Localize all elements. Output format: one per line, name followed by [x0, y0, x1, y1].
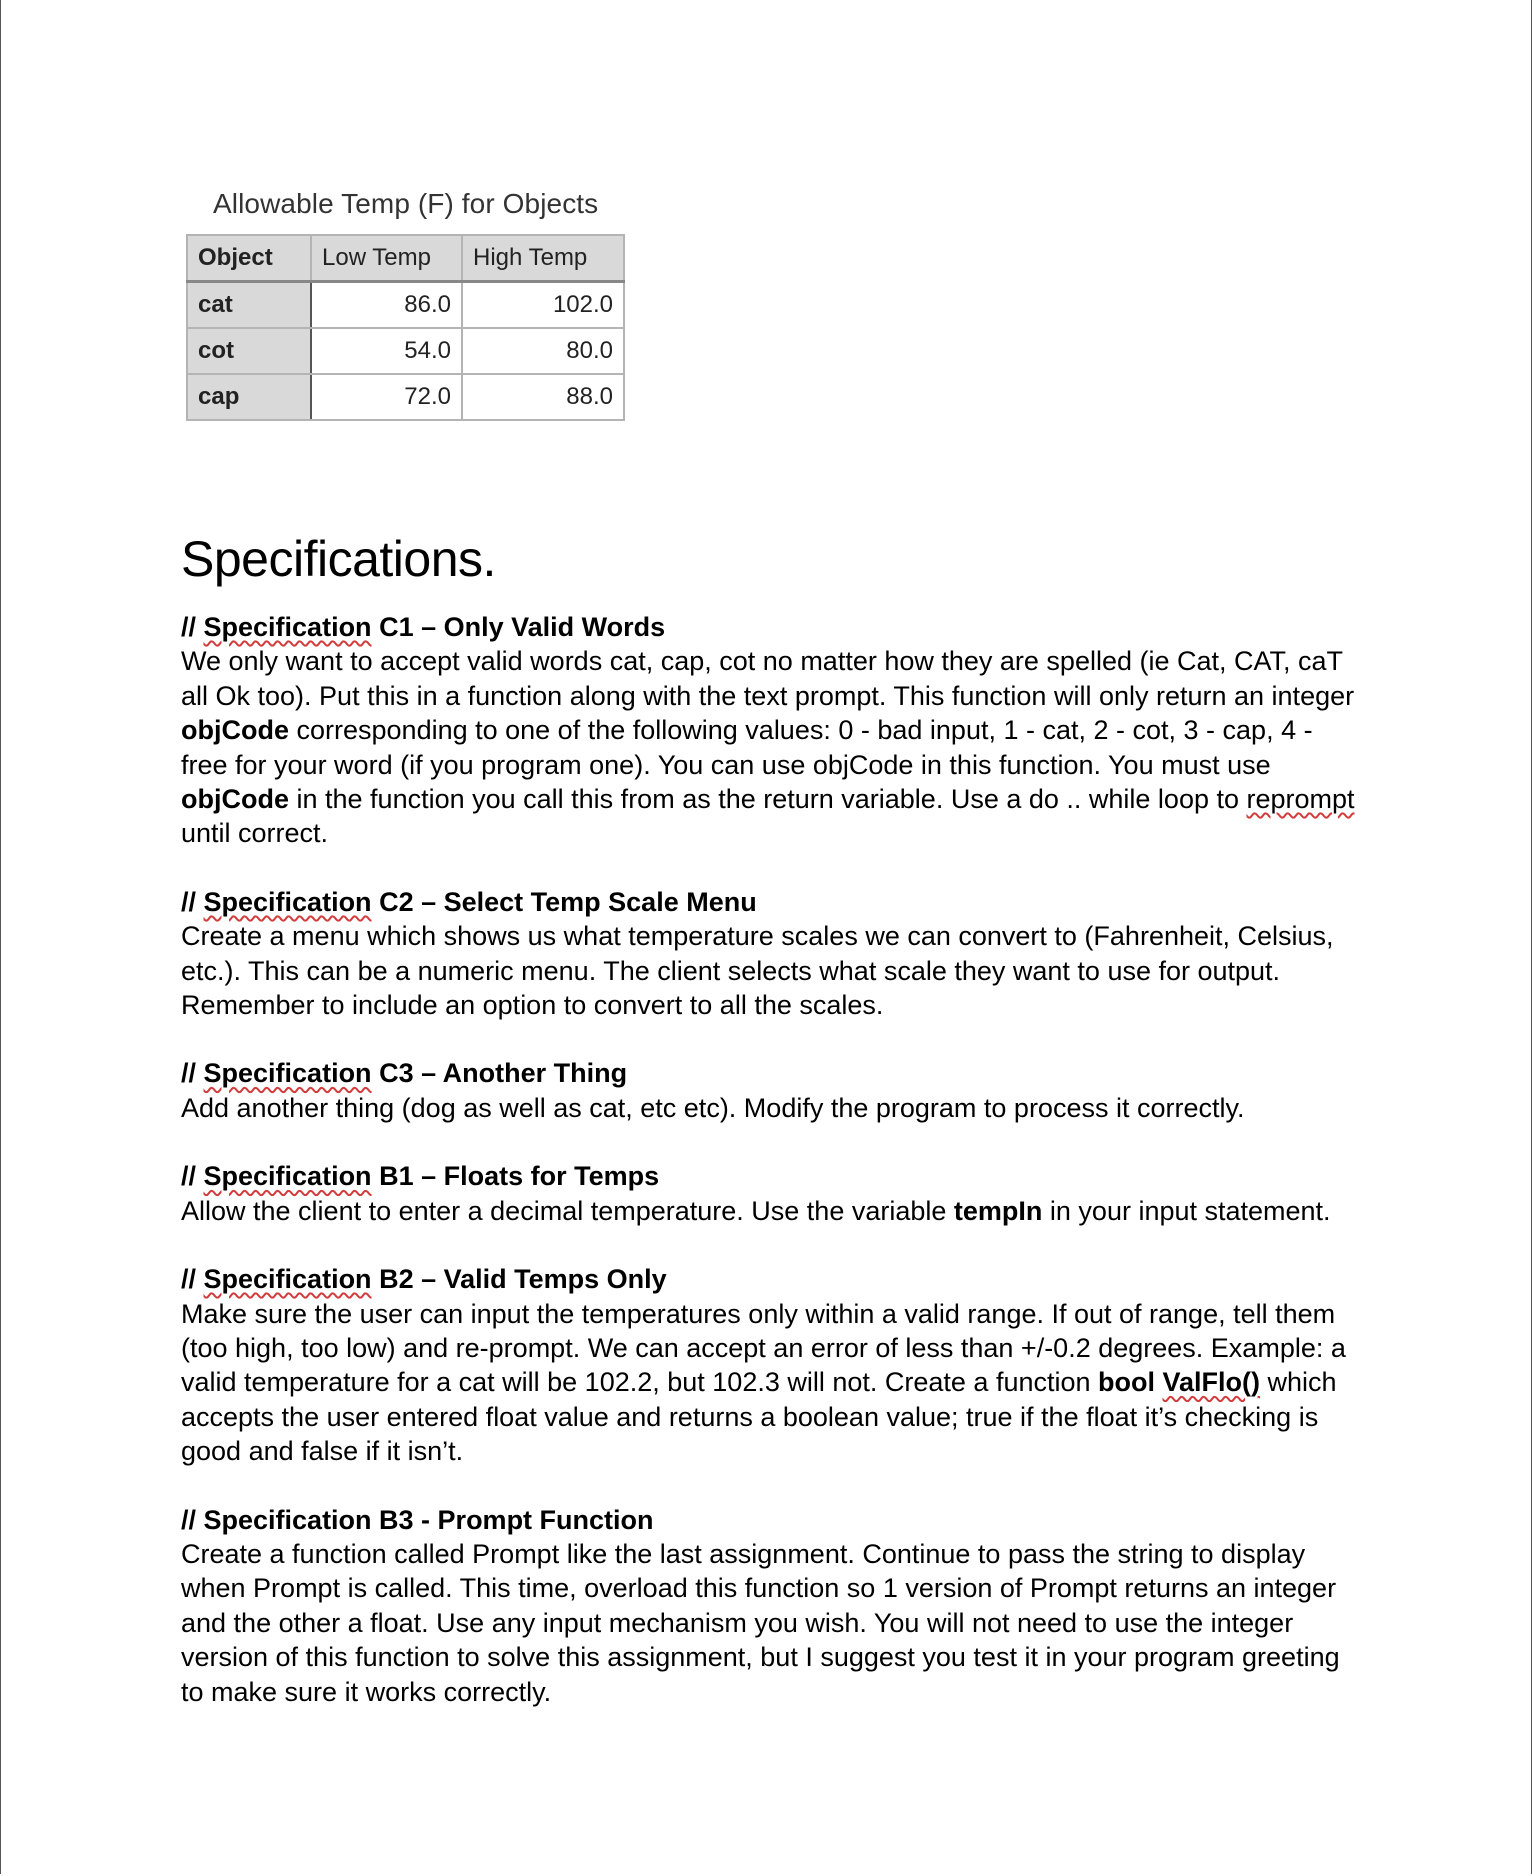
bold-term: ValFlo() [1162, 1367, 1261, 1398]
table-row [187, 328, 624, 374]
bold-term: bool [1098, 1367, 1155, 1398]
body-text: corresponding to one of the following values: 0 - bad input, 1 - cat, 2 - cot, 3 - cap, 4 - free for your word (if you program one). You can use objCode in this function. You must use [181, 715, 1313, 780]
body-text: until correct. [181, 818, 329, 849]
spec-b1 [181, 1159, 1361, 1228]
cell-low-temp: 86.0 [311, 282, 462, 329]
spec-c1-heading [181, 610, 1361, 644]
spec-b3-body: Create a function called Prompt like the last assignment. Continue to pass the string to display when Prompt is called. This time, overload this function so 1 version of Prompt returns an integer and the other a float. Use any input mechanism you wish. You will not need to use the integer version of this function to solve this assignment, but I suggest you test it in your program greeting to make sure it works correctly. [181, 1538, 1340, 1707]
spec-c2-body: Create a menu which shows us what temperature scales we can convert to (Fahrenheit, Celsius, etc.). This can be a numeric menu. The client selects what scale they want to use for output. Remember to include an option to convert to all the scales. [181, 921, 1334, 1021]
spec-heading-text: C2 – Select Temp Scale Menu [371, 886, 757, 917]
specifications-section [181, 528, 1361, 1743]
table-row [187, 282, 624, 329]
cell-object: cot [187, 328, 311, 374]
table-caption: Allowable Temp (F) for Objects [213, 188, 599, 219]
spec-b3 [181, 1503, 1361, 1709]
spec-c1-body [181, 644, 1361, 850]
header-low-temp: Low Temp [311, 235, 462, 282]
spellcheck-word: Specification [203, 886, 372, 917]
spec-c3-heading [181, 1056, 1361, 1090]
spec-prefix: // [181, 1058, 204, 1089]
header-high-temp: High Temp [462, 235, 624, 282]
table-row [187, 374, 624, 420]
spec-c3 [181, 1056, 1361, 1125]
body-text: Allow the client to enter a decimal temperature. Use the variable [181, 1195, 954, 1226]
cell-low-temp: 54.0 [311, 328, 462, 374]
bold-term: objCode [181, 715, 289, 746]
cell-high-temp: 102.0 [462, 282, 624, 329]
body-text: Make sure the user can input the temperatures only within a valid range. If out of range, tell them (too high, too low) and re-prompt. We can accept an error of less than +/-0.2 degrees. Example: a valid temperature for a cat will be 102.2, but 102.3 will not. Create a function [181, 1298, 1346, 1398]
allowable-temp-table [186, 234, 625, 421]
spec-c2 [181, 885, 1361, 1023]
spec-heading-text: B1 – Floats for Temps [371, 1161, 660, 1192]
spellcheck-word: Specification [203, 612, 372, 642]
spellcheck-word: reprompt [1246, 784, 1355, 815]
spec-b2 [181, 1262, 1361, 1468]
bold-term: objCode [181, 784, 289, 815]
cell-low-temp: 72.0 [311, 374, 462, 420]
body-text: which accepts the user entered float value and returns a boolean value; true if the float it’s checking is good and false if it isn’t. [181, 1367, 1337, 1467]
body-text: We only want to accept valid words cat, cap, cot no matter how they are spelled (ie Cat, CAT, caT all Ok too). Put this in a function along with the text prompt. This function will only return an integer [181, 646, 1355, 711]
page-title: Specifications. [181, 531, 496, 587]
header-object: Object [187, 235, 311, 282]
spec-heading-text: B2 – Valid Temps Only [371, 1264, 667, 1295]
spec-heading-text: C1 – Only Valid Words [371, 612, 666, 642]
body-text: in the function you call this from as the return variable. Use a do .. while loop to [289, 784, 1247, 815]
table-header-row [187, 235, 624, 282]
spec-b2-body [181, 1297, 1361, 1469]
bold-term: tempIn [953, 1195, 1043, 1226]
spec-c3-body: Add another thing (dog as well as cat, etc etc). Modify the program to process it correctly. [181, 1092, 1245, 1123]
temp-table-section [186, 188, 625, 421]
spellcheck-word: Specification [203, 1161, 372, 1192]
spec-prefix: // [181, 1264, 204, 1295]
spec-c2-heading [181, 885, 1361, 919]
cell-object: cap [187, 374, 311, 420]
spec-c1 [181, 610, 1361, 851]
body-text: in your input statement. [1042, 1195, 1331, 1226]
spec-prefix: // [181, 612, 204, 642]
spec-b1-heading [181, 1159, 1361, 1193]
spec-prefix: // [181, 1161, 204, 1192]
cell-high-temp: 88.0 [462, 374, 624, 420]
spec-heading-text: C3 – Another Thing [371, 1058, 628, 1089]
cell-object: cat [187, 282, 311, 329]
spellcheck-word: Specification [203, 1264, 372, 1295]
spellcheck-word: Specification [203, 1058, 372, 1089]
spec-b3-heading: // Specification B3 - Prompt Function [181, 1504, 654, 1535]
spec-prefix: // [181, 886, 204, 917]
spec-b1-body [181, 1194, 1361, 1228]
spec-b2-heading [181, 1262, 1361, 1296]
cell-high-temp: 80.0 [462, 328, 624, 374]
